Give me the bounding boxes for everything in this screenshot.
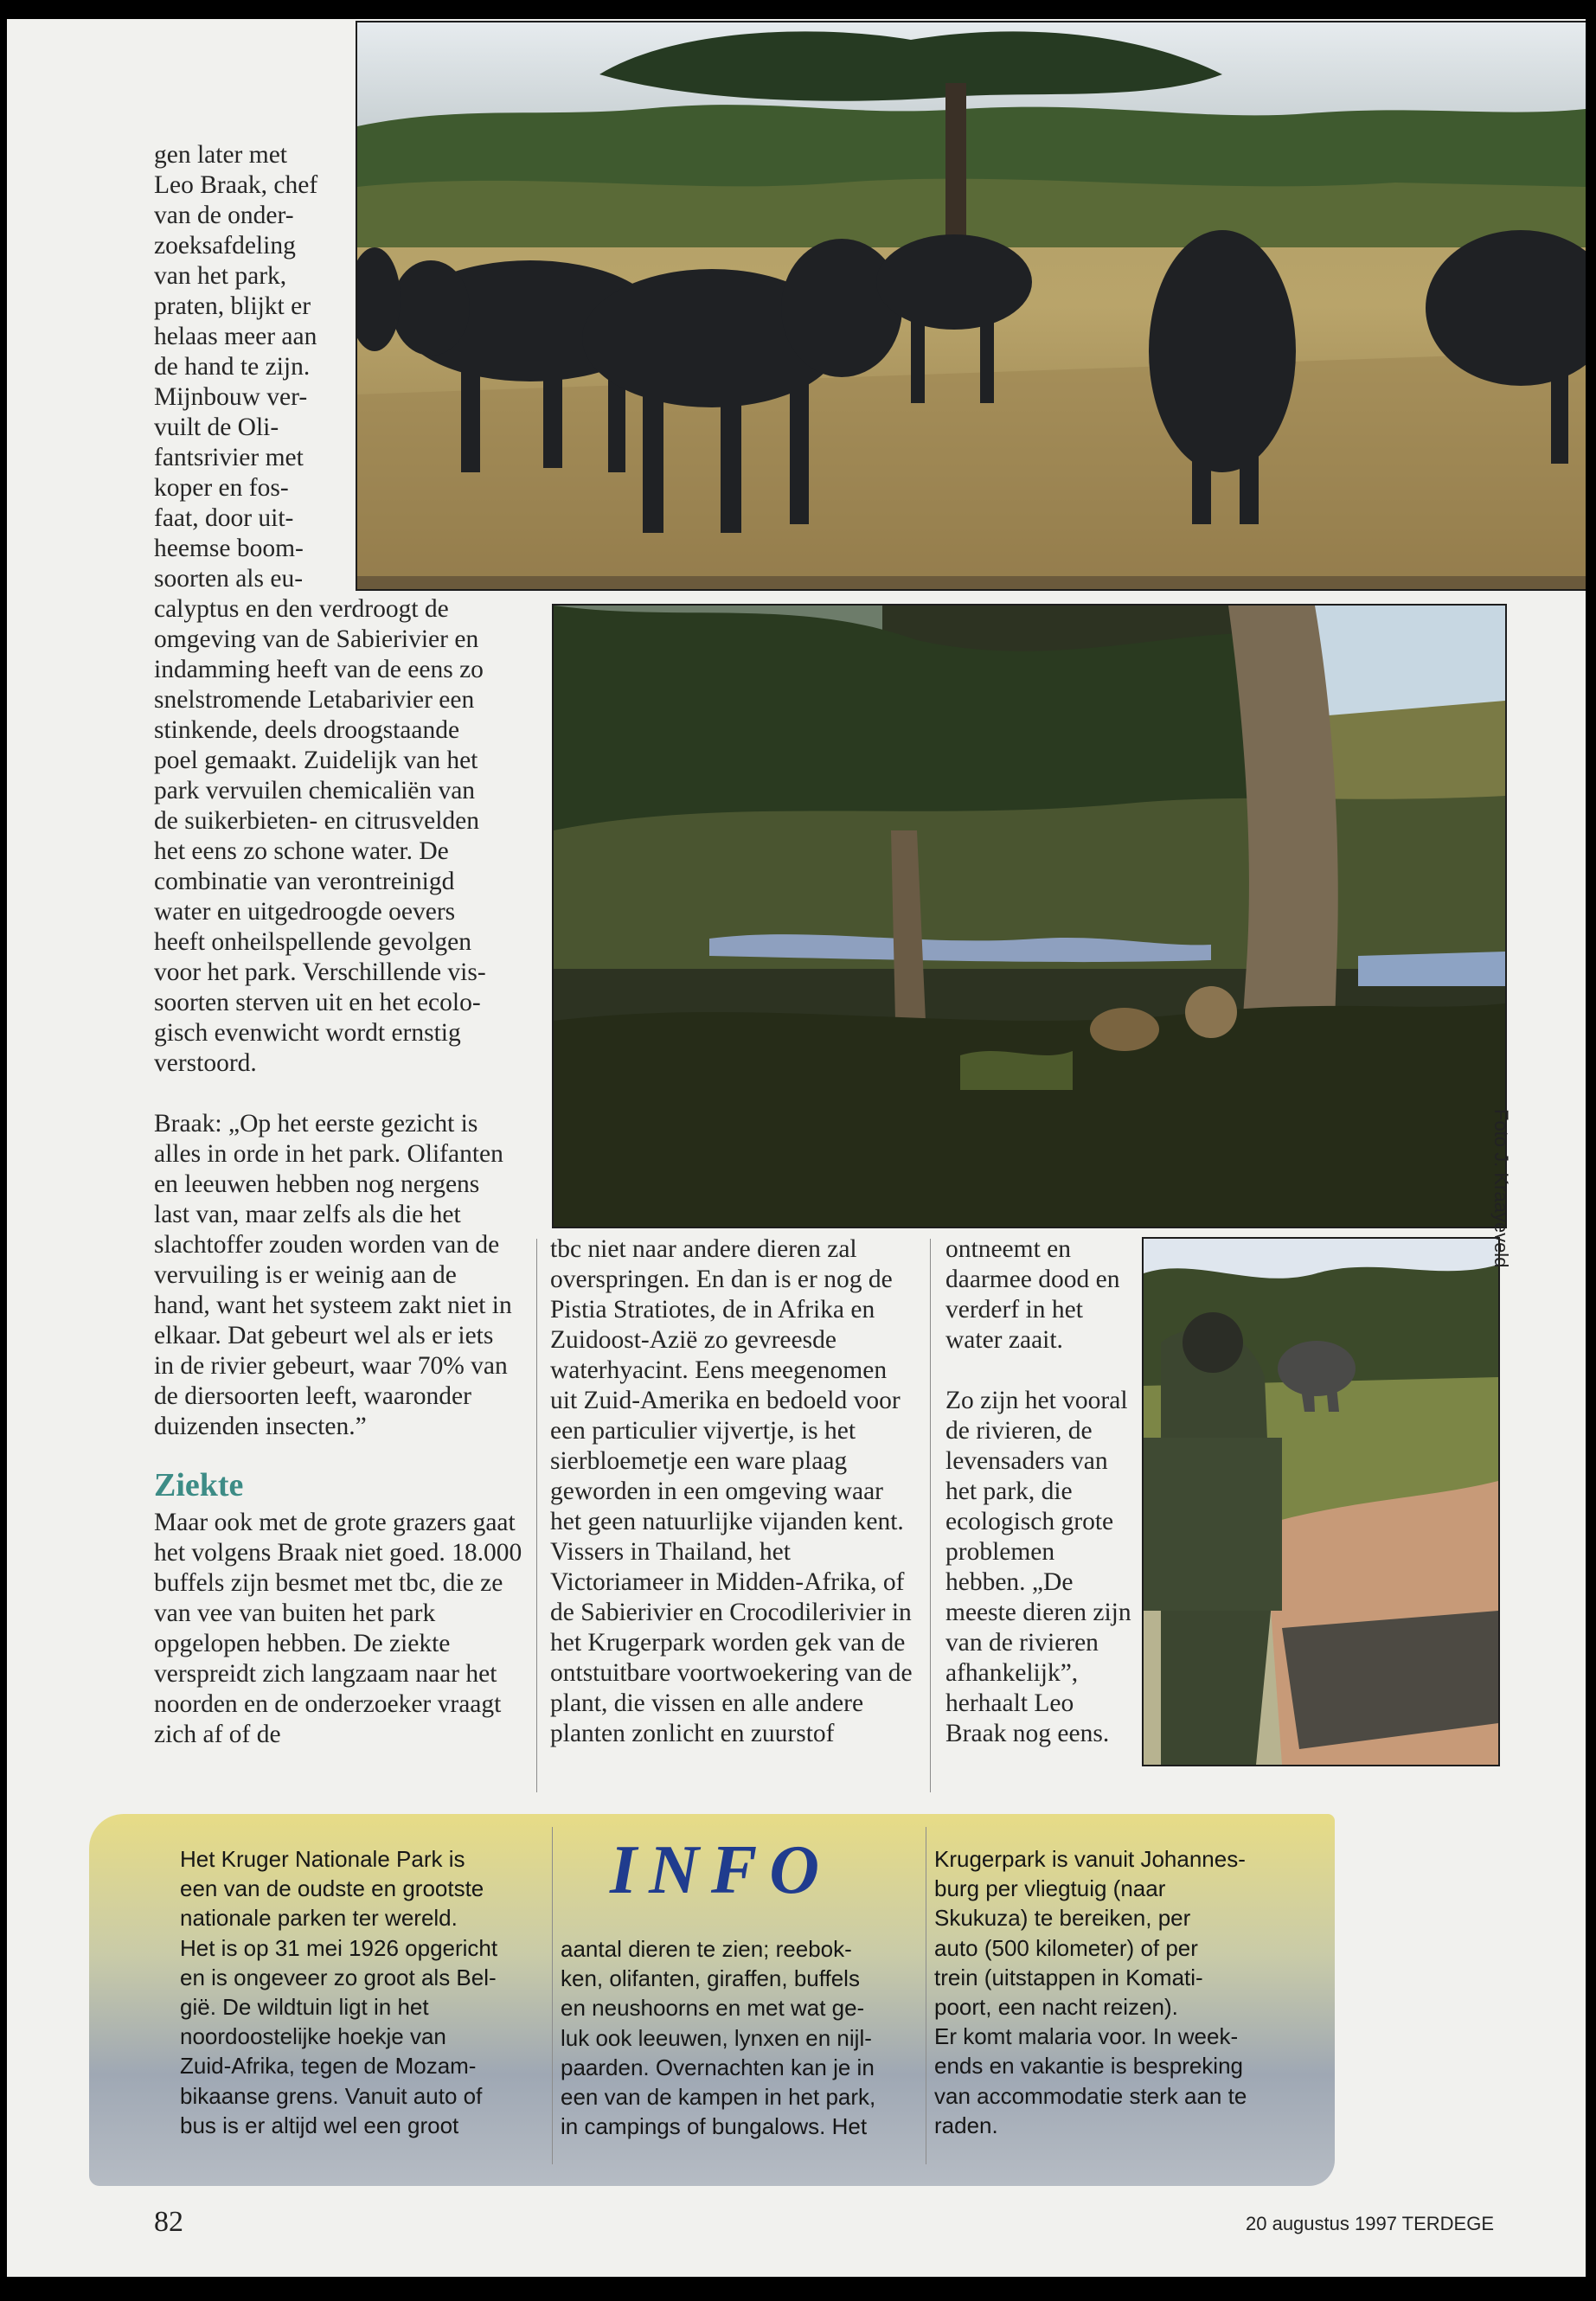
text-line: combinatie van verontreinigd — [154, 868, 455, 895]
info-text-line: Krugerpark is vanuit Johannes- — [934, 1846, 1246, 1872]
info-text-line: ken, olifanten, giraffen, buffels — [561, 1965, 860, 1992]
info-text-line: Zuid-Afrika, tegen de Mozam- — [180, 2053, 477, 2080]
ranger-elephant-photo — [1142, 1237, 1500, 1766]
text-line: omgeving van de Sabierivier en — [154, 625, 479, 653]
text-line: vuilt de Oli- — [154, 413, 279, 441]
article-paragraph-2: Braak: „Op het eerste gezicht is alles in orde in het park. Olifanten en leeuwen hebben nog nergens last van, maar zelfs als die het slachtoffer zouden worden van de vervuiling is er weinig aan de hand, want het systeem zakt niet in elkaar. Dat gebeurt wel als er iets in de rivier gebeurt, waar 70% van de diersoorten leeft, waaronder duizenden insecten.” — [154, 1110, 512, 1440]
info-text-line: bikaanse grens. Vanuit auto of — [180, 2082, 483, 2109]
info-text-line: en is ongeveer zo groot als Bel- — [180, 1964, 497, 1990]
article-column-2 — [550, 1234, 918, 1749]
info-text-line: Er komt malaria voor. In week- — [934, 2023, 1239, 2050]
info-text-line: Skukuza) te bereiken, per — [934, 1905, 1191, 1932]
text-line: Mijnbouw ver- — [154, 383, 308, 411]
column-divider — [536, 1239, 537, 1792]
article-column-1 — [154, 140, 552, 1750]
info-text-line: Het is op 31 mei 1926 opgericht — [180, 1934, 498, 1961]
info-column-2 — [561, 1934, 920, 2141]
info-text-line: luk ook leeuwen, lynxen en nijl- — [561, 2024, 872, 2051]
info-text-line: gië. De wildtuin ligt in het — [180, 1994, 429, 2021]
text-line: Leo Braak, chef — [154, 171, 318, 199]
photo-credit: Foto J. Kraayeveld — [1490, 1109, 1512, 1268]
text-line: voor het park. Verschillende vis- — [154, 958, 486, 986]
article-paragraph: tbc niet naar andere dieren zal overspringen. En dan is er nog de Pistia Stratiotes, de in Afrika en Zuidoost-Azië zo gevreesde waterhyacint. Eens meegenomen uit Zuid-Amerika en bedoeld voor een particulier vijvertje, is het sierbloemetje een ware plaag geworden in een omgeving waar het geen natuurlijke vijanden kent. Vissers in Thailand, het Victoriameer in Midden-Afrika, of de Sabierivier en Crocodilerivier in het Krugerpark worden gek van de ontstuitbare voortwoekering van de plant, die vissen en alle andere planten zonlicht en zuurstof — [550, 1235, 913, 1747]
text-line: van het park, — [154, 262, 287, 290]
riverbank-kudu-photo — [552, 604, 1507, 1228]
text-line: praten, blijkt er — [154, 292, 311, 320]
article-paragraph-3: Maar ook met de grote grazers gaat het volgens Braak niet goed. 18.000 buffels zijn besmet met tbc, die ze van vee van buiten het park opgelopen hebben. De ziekte verspreidt zich langzaam naar het noorden en de onderzoeker vraagt zich af of de — [154, 1509, 522, 1748]
text-line: gisch evenwicht wordt ernstig — [154, 1019, 461, 1047]
text-line: poel gemaakt. Zuidelijk van het — [154, 747, 478, 774]
info-text-line: burg per vliegtuig (naar — [934, 1875, 1166, 1902]
info-text-line: ends en vakantie is bespreking — [934, 2053, 1244, 2080]
text-line: heeft onheilspellende gevolgen — [154, 928, 471, 956]
magazine-page — [7, 19, 1586, 2277]
text-line: het eens zo schone water. De — [154, 837, 449, 865]
text-line: stinkende, deels droogstaande — [154, 716, 460, 744]
column-divider — [930, 1239, 931, 1792]
text-line: water en uitgedroogde oevers — [154, 898, 456, 926]
text-line: soorten sterven uit en het ecolo- — [154, 989, 481, 1016]
text-line: gen later met — [154, 141, 287, 169]
info-column-3 — [934, 1844, 1298, 2140]
text-line: snelstromende Letabarivier een — [154, 686, 475, 714]
issue-date: 20 augustus 1997 TERDEGE — [1246, 2213, 1494, 2234]
info-column-1 — [180, 1844, 548, 2140]
info-text-line: en neushoorns en met wat ge- — [561, 1995, 865, 2022]
info-text-line: auto (500 kilometer) of per — [934, 1934, 1198, 1961]
text-line: indamming heeft van de eens zo — [154, 656, 484, 683]
info-text-line: Het Kruger Nationale Park is — [180, 1846, 465, 1872]
text-line: calyptus en den verdroogt de — [154, 595, 449, 623]
text-line: helaas meer aan — [154, 323, 317, 350]
info-box-title: INFO — [609, 1832, 832, 1908]
text-line: van de onder- — [154, 202, 294, 229]
text-line: koper en fos- — [154, 474, 289, 502]
text-line: de hand te zijn. — [154, 353, 311, 381]
info-text-line: noordoostelijke hoekje van — [180, 2023, 446, 2050]
info-column-divider — [552, 1827, 553, 2164]
info-text-line: poort, een nacht reizen). — [934, 1994, 1178, 2021]
info-text-line: raden. — [934, 2112, 998, 2138]
info-text-line: een van de oudste en grootste — [180, 1875, 484, 1902]
info-text-line: een van de kampen in het park, — [561, 2084, 876, 2111]
text-line: zoeksafdeling — [154, 232, 296, 260]
text-line: de suikerbieten- en citrusvelden — [154, 807, 479, 835]
article-paragraph-1 — [154, 140, 552, 1079]
info-text-line: in campings of bungalows. Het — [561, 2113, 868, 2140]
page-number: 82 — [154, 2206, 183, 2238]
text-line: heemse boom- — [154, 535, 304, 562]
text-line: fantsrivier met — [154, 444, 304, 471]
text-line: park vervuilen chemicaliën van — [154, 777, 476, 804]
section-heading: Ziekte — [154, 1467, 244, 1503]
info-text-line: trein (uitstappen in Komati- — [934, 1964, 1203, 1990]
article-paragraph: ontneemt en daarmee dood en verderf in het water zaait. — [945, 1235, 1120, 1354]
info-text-line: paarden. Overnachten kan je in — [561, 2054, 875, 2080]
info-text-line: van accommodatie sterk aan te — [934, 2082, 1247, 2109]
info-text-line: aantal dieren te zien; reebok- — [561, 1936, 852, 1962]
article-paragraph: Zo zijn het vooral de rivieren, de levensaders van het park, die ecologisch grote problemen hebben. „De meeste dieren zijn van de rivieren afhankelijk”, herhaalt Leo Braak nog eens. — [945, 1387, 1131, 1747]
text-line: faat, door uit- — [154, 504, 294, 532]
text-line: soorten als eu- — [154, 565, 304, 593]
info-text-line: bus is er altijd wel een groot — [180, 2112, 459, 2138]
text-line: verstoord. — [154, 1049, 257, 1077]
info-text-line: nationale parken ter wereld. — [180, 1905, 458, 1932]
article-column-3 — [945, 1234, 1131, 1749]
